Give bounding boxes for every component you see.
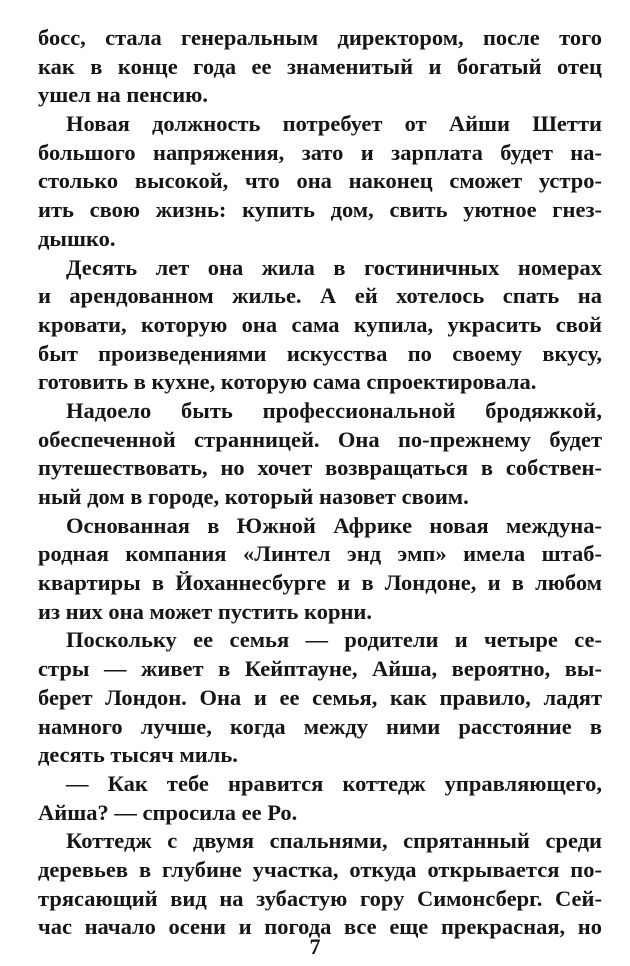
text-line: ушел на пенсию.	[38, 82, 209, 108]
text-line: намного лучше, когда между ними расстояние в	[38, 713, 602, 739]
text-line: родная компания «Линтел энд эмп» имела штаб-	[38, 541, 602, 567]
text-line: Новая должность потребует от Айши Шетти	[66, 111, 602, 137]
text-line: как в конце года ее знаменитый и богатый отец	[38, 53, 602, 79]
text-line: и арендованном жилье. А ей хотелось спать на	[38, 283, 602, 309]
text-line: час начало осени и погода все еще прекрасная, но	[38, 914, 602, 940]
text-line: кровати, которую она сама купила, украсить свой	[38, 311, 602, 337]
text-line: босс, стала генеральным директором, после того	[38, 25, 602, 50]
text-line: ить свою жизнь: купить дом, свить уютное гнез-	[38, 197, 602, 223]
page-number: 7	[309, 934, 321, 959]
text-line: — Как тебе нравится коттедж управляющего,	[66, 770, 602, 796]
text-line: быт произведениями искусства по своему вкусу,	[38, 340, 602, 366]
text-line: трясающий вид на зубастую гору Симонсберг. Сей-	[38, 885, 602, 911]
text-line: из них она может пустить корни.	[38, 598, 373, 624]
text-line: Коттедж с двумя спальнями, спрятанный среди	[66, 828, 602, 854]
body-text	[38, 24, 602, 942]
text-line: обеспеченной странницей. Она по-прежнему будет	[38, 426, 602, 452]
text-line: Основанная в Южной Африке новая междуна-	[66, 512, 602, 538]
text-line: ный дом в городе, который назовет своим.	[38, 484, 469, 509]
text-line: берет Лондон. Она и ее семья, как правило, ладят	[38, 684, 602, 710]
text-line: Надоело быть профессиональной бродяжкой,	[66, 397, 602, 423]
text-line: стры — живет в Кейптауне, Айша, вероятно, вы-	[38, 656, 602, 682]
text-line: квартиры в Йоханнесбурге и в Лондоне, и в любом	[38, 570, 602, 596]
text-line: десять тысяч миль.	[38, 742, 238, 768]
text-line: столько высокой, что она наконец сможет устро-	[38, 168, 602, 194]
text-line: деревьев в глубине участка, откуда открывается по-	[38, 856, 602, 882]
text-line: Поскольку ее семья — родители и четыре се-	[66, 627, 602, 653]
text-line: Десять лет она жила в гостиничных номерах	[66, 254, 602, 280]
text-line: Айша? — спросила ее Ро.	[38, 799, 298, 825]
text-line: путешествовать, но хочет возвращаться в собствен-	[38, 455, 602, 481]
text-line: готовить в кухне, которую сама спроектировала.	[38, 369, 537, 395]
text-line: дышко.	[38, 225, 116, 251]
text-line: большого напряжения, зато и зарплата будет на-	[38, 139, 602, 165]
